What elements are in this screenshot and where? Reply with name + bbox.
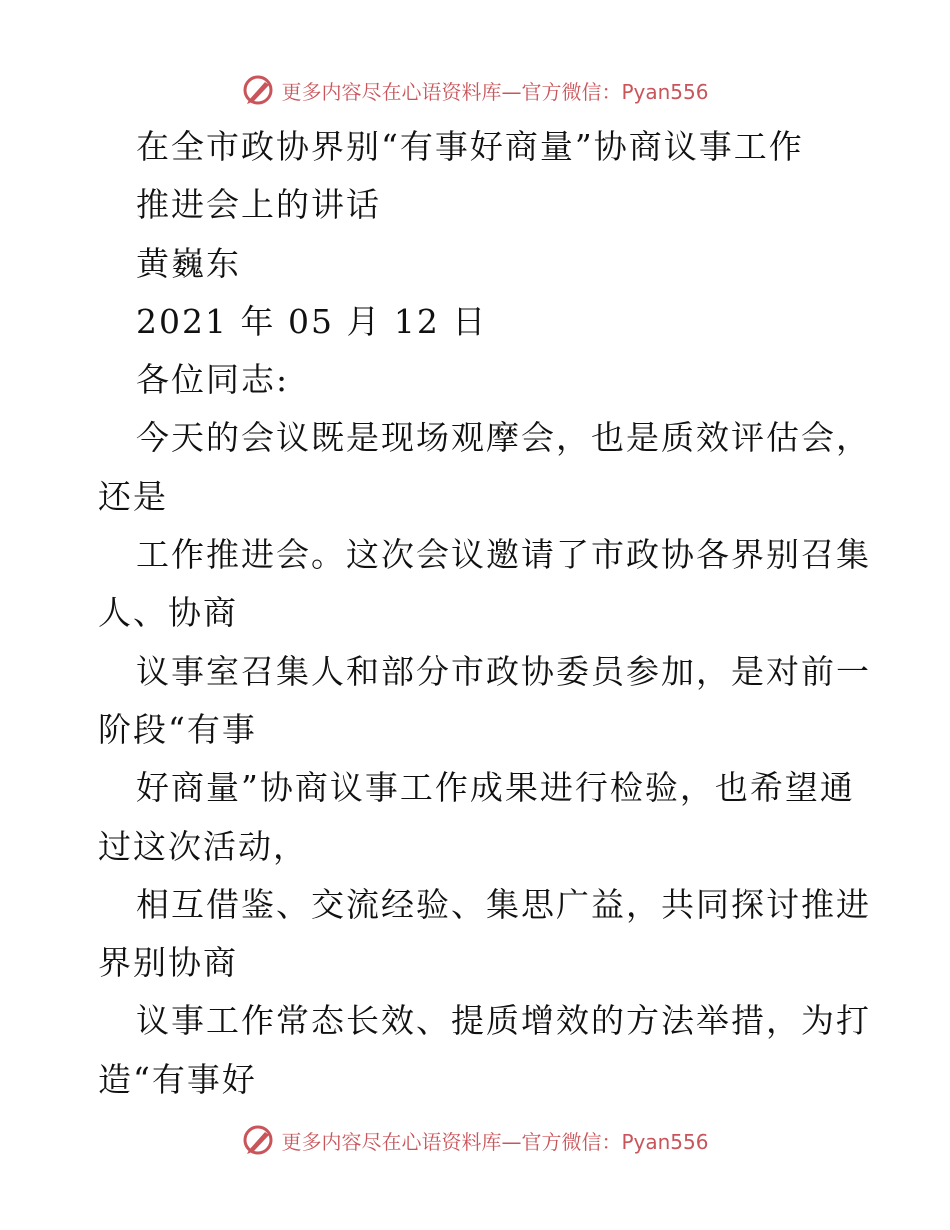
footer-banner <box>0 1120 950 1160</box>
text-line: 今天的会议既是现场观摩会，也是质效评估会， <box>136 418 871 458</box>
text-line: 工作推进会。这次会议邀请了市政协各界别召集 <box>136 535 871 575</box>
document-body <box>98 118 871 1109</box>
text-line: 阶段“有事 <box>98 709 257 749</box>
text-line: 相互借鉴、交流经验、集思广益，共同探讨推进 <box>136 884 871 924</box>
text-line: 过这次活动， <box>98 826 308 866</box>
text-line: 议事室召集人和部分市政协委员参加，是对前一 <box>136 651 871 691</box>
text-line: 在全市政协界别“有事好商量”协商议事工作 <box>136 127 804 166</box>
text-line: 界别协商 <box>98 943 238 983</box>
text-line: 推进会上的讲话 <box>136 185 381 225</box>
pen-logo-icon <box>241 1123 275 1157</box>
text-line: 议事工作常态长效、提质增效的方法举措，为打 <box>136 1001 871 1041</box>
banner-text: 更多内容尽在心语资料库—官方微信：Pyan556 <box>281 1129 709 1154</box>
text-line: 2021 年 05 月 12 日 <box>136 301 488 341</box>
text-line: 造“有事好 <box>98 1059 257 1099</box>
text-line: 人、协商 <box>98 593 238 633</box>
text-line: 各位同志: <box>136 360 290 400</box>
banner-text: 更多内容尽在心语资料库—官方微信：Pyan556 <box>281 79 709 104</box>
pen-logo-icon <box>241 73 275 107</box>
text-line: 黄巍东 <box>136 243 241 283</box>
header-banner <box>0 70 950 110</box>
text-line: 还是 <box>98 476 168 516</box>
text-line: 好商量”协商议事工作成果进行检验，也希望通 <box>136 768 855 808</box>
